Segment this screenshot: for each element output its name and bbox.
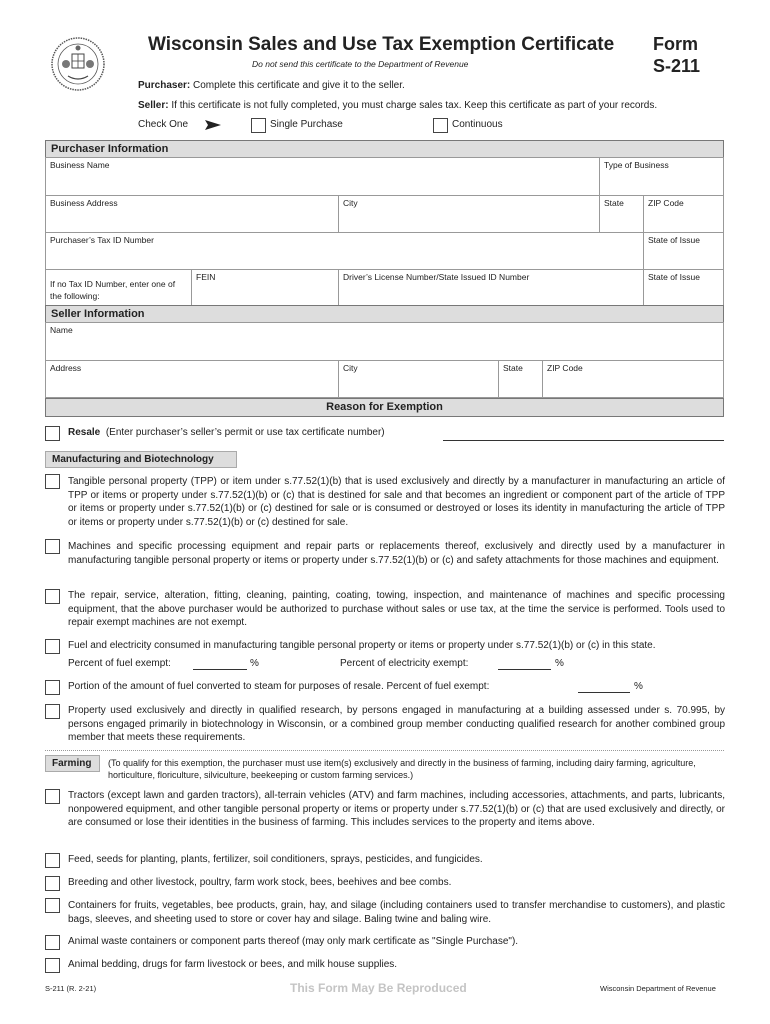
business-name-field[interactable] bbox=[46, 158, 600, 196]
tax-id-field[interactable] bbox=[46, 233, 644, 270]
tpp-text: Tangible personal property (TPP) or item under s.77.52(1)(b) that is used exclusively and directly by a manufacturer in manufacturing an article of TPP or items or property under s.77.52(1)(b) or (c) that is destined for sale and that becomes an ingredient or component part of the article of TPP or items or property under s.77.52(1)(b) or (c) destined for sale or is consumed or destroyed or loses its identity in manufacturing the article of TPP or items or property under s.77.52(1)(b) or (c) destined for sale. bbox=[68, 476, 725, 528]
livestock-text: Breeding and other livestock, poultry, farm work stock, bees, beehives and bee combs. bbox=[68, 877, 452, 888]
steam-percent-sign: % bbox=[634, 681, 643, 692]
fuel-percent-input[interactable] bbox=[193, 669, 247, 670]
animal-bedding-text: Animal bedding, drugs for farm livestock or bees, and milk house supplies. bbox=[68, 959, 398, 970]
business-city-field[interactable] bbox=[339, 196, 600, 233]
steam-percent-input[interactable] bbox=[578, 692, 630, 693]
seller-instruction bbox=[138, 100, 657, 111]
form-code: S-211 bbox=[653, 56, 701, 76]
seller-name-field[interactable] bbox=[46, 323, 724, 361]
tax-id-state-label: State of Issue bbox=[648, 235, 700, 245]
resale-text: (Enter purchaser’s seller’s permit or use tax certificate number) bbox=[105, 427, 385, 438]
fein-field[interactable] bbox=[192, 270, 339, 306]
seller-instruction-text: If this certificate is not fully completed, you must charge sales tax. Keep this certificate as part of your records. bbox=[168, 100, 658, 111]
type-of-business-label: Type of Business bbox=[604, 160, 669, 170]
fuel-checkbox[interactable] bbox=[45, 639, 60, 654]
electricity-percent-input[interactable] bbox=[498, 669, 551, 670]
seller-address-label: Address bbox=[50, 363, 82, 373]
fuel-percent-sign: % bbox=[250, 658, 259, 669]
single-purchase-label: Single Purchase bbox=[270, 119, 343, 130]
containers-checkbox[interactable] bbox=[45, 898, 60, 913]
wisconsin-seal-icon bbox=[50, 36, 106, 92]
farming-divider bbox=[45, 750, 724, 751]
tpp-checkbox[interactable] bbox=[45, 474, 60, 489]
machines-checkbox[interactable] bbox=[45, 539, 60, 554]
machines-text: Machines and specific processing equipment and repair parts or replacements thereof, exclusively and directly used by a manufacturer in manufacturing tangible personal property or items or property under s.77.52(1)(b) or (c) and safety attachments for those machines and equipment. bbox=[68, 541, 725, 566]
tax-id-state-field[interactable] bbox=[644, 233, 724, 270]
business-zip-field[interactable] bbox=[644, 196, 724, 233]
no-tax-id-note bbox=[46, 270, 192, 306]
check-one-label: Check One bbox=[138, 119, 189, 130]
seller-instruction-label: Seller: bbox=[138, 100, 169, 111]
dl-state-label: State of Issue bbox=[648, 272, 700, 282]
single-purchase-checkbox[interactable] bbox=[251, 118, 266, 133]
biotech-checkbox[interactable] bbox=[45, 704, 60, 719]
electricity-percent-label: Percent of electricity exempt: bbox=[340, 658, 469, 669]
form-revision: S-211 (R. 2-21) bbox=[45, 984, 97, 993]
resale-checkbox[interactable] bbox=[45, 426, 60, 441]
business-state-field[interactable] bbox=[600, 196, 644, 233]
fuel-text: Fuel and electricity consumed in manufacturing tangible personal property or items or property under s.77.52(1)(b) or (c) in this state. bbox=[68, 640, 656, 651]
business-state-label: State bbox=[604, 198, 624, 208]
reason-section-header: Reason for Exemption bbox=[45, 398, 724, 417]
form-title: Wisconsin Sales and Use Tax Exemption Certificate bbox=[148, 34, 615, 55]
resale-label: Resale bbox=[68, 427, 101, 438]
no-tax-id-label: If no Tax ID Number, enter one of the following: bbox=[50, 279, 176, 301]
seller-zip-label: ZIP Code bbox=[547, 363, 583, 373]
resale-number-input[interactable] bbox=[443, 440, 724, 441]
animal-waste-text: Animal waste containers or component parts thereof (may only mark certificate as "Single Purchase"). bbox=[68, 936, 519, 947]
seller-zip-field[interactable] bbox=[543, 361, 724, 398]
form-label: Form bbox=[653, 34, 698, 54]
tractors-text: Tractors (except lawn and garden tractors), all-terrain vehicles (ATV) and farm machines, including accessories, attachments, and parts, lubricants, nonpowered equipment, and other tangible personal property or items or property under s.77.52(1)(b) or (c) that are used exclusively and directly, or are consumed or lose their identities in the business of farming. This includes services to the property and items above. bbox=[68, 790, 725, 828]
animal-bedding-checkbox[interactable] bbox=[45, 958, 60, 973]
feed-text: Feed, seeds for planting, plants, fertilizer, soil conditioners, sprays, pesticides, and fungicides. bbox=[68, 854, 483, 865]
steam-checkbox[interactable] bbox=[45, 680, 60, 695]
seller-section-header: Seller Information bbox=[45, 305, 724, 323]
biotech-text: Property used exclusively and directly in qualified research, by persons engaged in manufacturing at a building assessed under s. 70.995, by persons engaged primarily in biotechnology in Wisconsin, or a combined group member conducting qualified research for another combined group member that meets these requirements. bbox=[68, 705, 725, 743]
department-name: Wisconsin Department of Revenue bbox=[600, 984, 716, 993]
arrow-right-icon bbox=[205, 120, 221, 130]
purchaser-section-header: Purchaser Information bbox=[45, 140, 724, 158]
seller-state-field[interactable] bbox=[499, 361, 543, 398]
business-name-label: Business Name bbox=[50, 160, 110, 170]
business-city-label: City bbox=[343, 198, 358, 208]
business-address-field[interactable] bbox=[46, 196, 339, 233]
farming-header: Farming bbox=[45, 755, 100, 772]
continuous-checkbox[interactable] bbox=[433, 118, 448, 133]
drivers-license-field[interactable] bbox=[339, 270, 644, 306]
drivers-license-label: Driver’s License Number/State Issued ID Number bbox=[343, 272, 530, 282]
seller-table bbox=[45, 322, 724, 398]
farming-intro: (To qualify for this exemption, the purchaser must use item(s) exclusively and directly in the business of farming, including dairy farming, agriculture, horticulture, floriculture, silviculture, beekeeping or custom farming services.) bbox=[108, 758, 696, 780]
seller-address-field[interactable] bbox=[46, 361, 339, 398]
seller-name-label: Name bbox=[50, 325, 73, 335]
tractors-checkbox[interactable] bbox=[45, 789, 60, 804]
purchaser-instruction-text: Complete this certificate and give it to the seller. bbox=[190, 80, 405, 91]
fuel-percent-label: Percent of fuel exempt: bbox=[68, 658, 171, 669]
fein-label: FEIN bbox=[196, 272, 216, 282]
purchaser-instruction bbox=[138, 80, 405, 91]
business-address-label: Business Address bbox=[50, 198, 118, 208]
purchaser-table bbox=[45, 157, 724, 306]
tax-id-label: Purchaser’s Tax ID Number bbox=[50, 235, 154, 245]
business-zip-label: ZIP Code bbox=[648, 198, 684, 208]
animal-waste-checkbox[interactable] bbox=[45, 935, 60, 950]
electricity-percent-sign: % bbox=[555, 658, 564, 669]
dl-state-field[interactable] bbox=[644, 270, 724, 306]
continuous-label: Continuous bbox=[452, 119, 503, 130]
repair-checkbox[interactable] bbox=[45, 589, 60, 604]
livestock-checkbox[interactable] bbox=[45, 876, 60, 891]
repair-text: The repair, service, alteration, fitting, cleaning, painting, coating, towing, inspection, and maintenance of machines and specific processing equipment, that the above purchaser would be authorized to purchase without sales or use tax, at the time the service is performed. Tools used to repair exempt machines are not exempt. bbox=[68, 590, 725, 628]
manufacturing-header: Manufacturing and Biotechnology bbox=[45, 451, 237, 468]
type-of-business-field[interactable] bbox=[600, 158, 724, 196]
seller-state-label: State bbox=[503, 363, 523, 373]
containers-text: Containers for fruits, vegetables, bee products, grain, hay, and silage (including containers used to transfer merchandise to customers), and plastic bags, sleeves, and sheeting used to store or cover hay and silage. Baling twine and baling wire. bbox=[68, 900, 725, 925]
resale-line bbox=[68, 427, 385, 438]
purchaser-instruction-label: Purchaser: bbox=[138, 80, 191, 91]
feed-checkbox[interactable] bbox=[45, 853, 60, 868]
steam-text: Portion of the amount of fuel converted to steam for purposes of resale. Percent of fuel exempt: bbox=[68, 681, 490, 692]
form-subtitle: Do not send this certificate to the Department of Revenue bbox=[252, 59, 469, 69]
seller-city-label: City bbox=[343, 363, 358, 373]
form-number bbox=[653, 33, 700, 77]
seller-city-field[interactable] bbox=[339, 361, 499, 398]
reproduce-note: This Form May Be Reproduced bbox=[290, 981, 467, 995]
